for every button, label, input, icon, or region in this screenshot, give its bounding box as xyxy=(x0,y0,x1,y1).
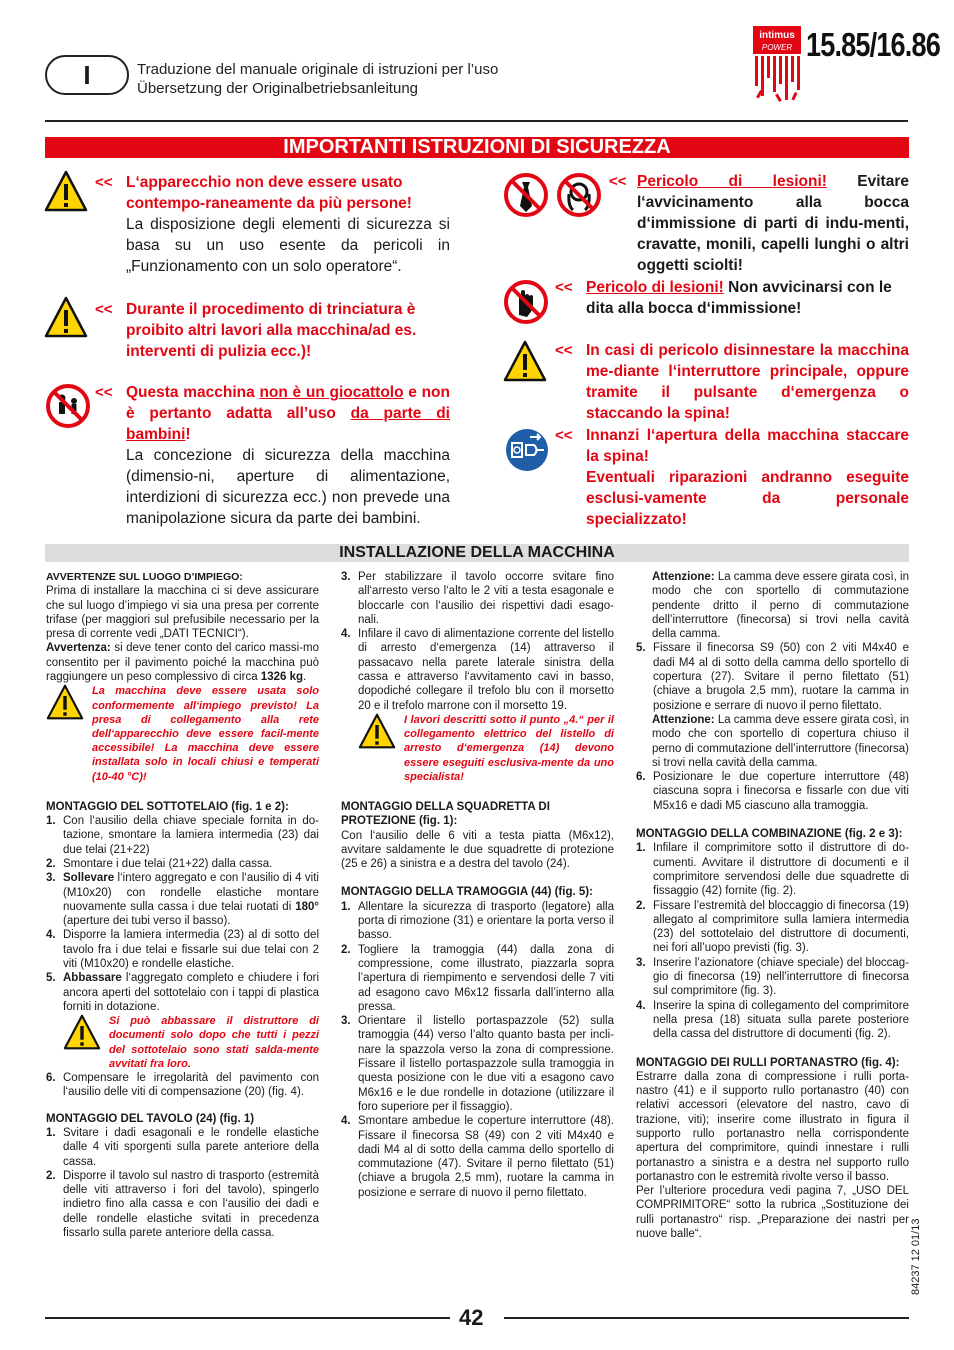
footer-rule-right xyxy=(504,1317,909,1319)
header-line-1: Traduzione del manuale originale di istruzioni per l’uso xyxy=(137,61,499,78)
no-children-icon xyxy=(45,383,91,429)
site-paragraph: Prima di installare la macchina ci si deve assicurare che sul luogo d’impiego vi sia una presa per corrente trifase (per maggiori sul prefusibile necessario per la presa di corrente vedi „DATI TECNICI“). xyxy=(46,585,319,641)
warning-1-body: La disposizione degli elementi di sicurezza si basa su un uso esente da pericoli in „Funzionamento con un solo operatore“. xyxy=(126,216,450,275)
further-procedure-paragraph: Per l’ulteriore procedura vedi pagina 7, „USO DEL COMPRIMITORE“ sotto la rubrica „Sostituzione dei rulli portanastro“ risp. „Preparazione dei nastri per nuove balle“. xyxy=(636,1185,909,1241)
attention-1-text: La camma deve essere girata così, in modo che con sportello di commutazione pendente dritto il perno di commutazione dell’interruttore (finecorsa) si trovi nella cavità della camma. xyxy=(652,571,909,641)
combination-step-3: Inserire l’azionatore (chiave speciale) del bloccag-gio di finecorsa (19) nell’interruttore di finecorsa sul comprimitore (fig. 3). xyxy=(653,956,909,998)
column-3: Attenzione: La camma deve essere girata così, in modo che con sportello di commutazione pendente dritto il perno di commutazione dell’interruttore (finecorsa) si trovi nella cavità della camma. 5. Fissare il finecorsa S9 (50) con 2 viti M4x40 e dadi M4 al di sotto della camma dello sportello di copertura (27). Svitare il perno filettato (51) (chiave a brugola 2,5 mm), ruotare la camma in posizione e serrare di nuovo il perno filettato. Attenzione: La camma deve essere girata così, in modo che con sportello di copertura chiuso il perno di commutazione dell’interruttore (finecorsa) si trovi nella cavità della camma. 6. Posizionare le due coperture interruttore (48) ciascuna sopra i finecorsa e fissarle con due viti M5x16 e dadi M5 ciascuno alla tramoggia. MONTAGGIO DELLA COMBINAZIONE (fig. 2 e 3): 1. Infilare il comprimitore sotto il distruttore di do-cumenti. Avvitare il distruttore di documenti e il comprimitore servendosi delle due squadrette di fissaggio (42) fornite (fig. 2). 2. Fissare l’estremità del bloccaggio di finecorsa (19) allegato al comprimitore sulla lamiera intermedia (23) del sottotelaio del distruttore di documenti, nei fori all’uopo previsti (fig. 3). 3. Inserire l’azionatore (chiave speciale) del bloccag-gio di finecorsa (19) nell’interruttore di finecorsa sul comprimitore (fig. 3). 4. Inserire la spina di collegamento del comprimitore nella presa (18) situata sulla parete posteriore della cassa del distruttore di documenti (fig. 2). MONTAGGIO DEI RULLI PORTANASTRO (fig. 4): Estrarre dalla zona di compressione i rulli porta-nastro (41) e il supporto rullo portanastro (40) con relativi accessori (elevatore del nastro, cavo di trazione, viti); inserire come illustrato in figura il supporto rullo portanastro nella corrispondente apertura del comprimitore, quindi innestare i rulli portanastro a sinistra e a destra nel supporto rullo portanastro con le estremità rivolte verso il basso. Per l’ulteriore procedura vedi pagina 7, „USO DEL COMPRIMITORE“ sotto la rubrica „Sostituzione dei rulli portanastro“ risp. „Preparazione dei nastri per nuove balle“. xyxy=(636,571,909,1241)
warning-5-body: Non avvicinarsi con le dita alla bocca d‘immissione! xyxy=(586,279,892,317)
tape-rollers-paragraph: Estrarre dalla zona di compressione i rulli porta-nastro (41) e il supporto rullo portanastro (40) con relativi accessori (elevatore del nastro, cavo di trazione, viti); inserire come illustrato in figura il supporto rullo portanastro nella corrispondente apertura del comprimitore, quindi innestare i rulli portanastro a sinistra e a destra nel supporto rullo portanastro con le estremità rivolte verso il basso. xyxy=(636,1070,909,1183)
warning-3-not-a-toy: non è un giocattolo xyxy=(259,384,404,401)
header-subtitle xyxy=(137,60,498,98)
subframe-step-3-bold: Sollevare xyxy=(63,872,115,885)
warning-7-title: Innanzi l‘apertura della macchina staccare la spina! xyxy=(586,427,909,465)
header-rule xyxy=(45,120,908,122)
column-1: AVVERTENZE SUL LUOGO D’IMPIEGO: Prima di installare la macchina ci si deve assicurare che sul luogo d’impiego vi sia una presa per corrente trifase (per maggiori sul prefusibile necessario per la presa di corrente vedi „DATI TECNICI“). Avvertenza: si deve tener conto del carico massi-mo consentito per il pavimento poiché la macchina può raggiungere un peso complessivo di circa 1326 kg. La macchina deve essere usata solo conformemente all‘impiego previsto! La presa di collegamento alla rete dell‘apparecchio deve essere facil-mente accessibile! La macchina deve essere installata solo in locali chiusi e temperati (10-40 °C)! MONTAGGIO DEL SOTTOTELAIO (fig. 1 e 2): 1. Con l‘ausilio della chiave speciale fornita in do-tazione, smontare la lamiera intermedia (23) dai due telai (21+22) 2. Smontare i due telai (21+22) dalla cassa. 3. Sollevare l‘intero aggregato e con l‘ausilio di 4 viti (M10x20) con rondelle elastiche montare nuovamente sulla cassa i due telai ruotati di 180° (aperture dei tubi verso il basso). 4. Disporre la lamiera intermedia (23) al di sotto del tavolo fra i due telai e fissarle sui due telai con 2 viti (M10x20) e rondelle elastiche. 5. Abbassare l‘aggregato completo e chiudere i fori ancora aperti del sottotelaio con i tappi di plastica forniti in dotazione. Si può abbassare il distruttore di documenti solo dopo che tutti i pezzi del sottotelaio sono stati salda-mente avvitati fra loro. 6. Compensare le irregolarità del pavimento con l‘ausilio delle viti di compensazione (20) (fig. 4). MONTAGGIO DEL TAVOLO (24) (fig. 1) 1. Svitare i dadi esagonali e le rondelle elastiche dalle 4 viti sporgenti sulla parete anteriore della cassa. 2. Disporre il tavolo sul nastro di trasporto (estremità delle viti attraverso i fori del tavolo), spingerlo indietro fino alla cassa e con l‘ausilio dei dadi e delle rondelle elastiche svitati in precedenza fissarlo sulla parete anteriore della cassa. xyxy=(46,571,319,1240)
subframe-step-1: Con l‘ausilio della chiave speciale fornita in do-tazione, smontare la lamiera intermedia (23) dai due telai (21+22) xyxy=(63,815,319,856)
installation-section-title: INSTALLAZIONE DELLA MACCHINA xyxy=(45,544,909,562)
hopper-step-4: Smontare ambedue le coperture interruttore (48). Fissare il finecorsa S8 (49) con 2 viti M4x40 e dadi M4 al di sotto della camma dello sportello di commutazione (47). Svitare il perno filettato (51) (chiave a brugola 2,5 mm), ruotare la camma in posizione e serrare di nuovo il perno filettato. xyxy=(358,1115,614,1199)
rotation-angle: 180° xyxy=(295,900,319,913)
page-number: 42 xyxy=(459,1305,484,1330)
attention-label: Attenzione: xyxy=(652,571,715,583)
header-line-2: Übersetzung der Originalbetriebsanleitung xyxy=(137,80,419,97)
subframe-step-5-bold: Abbassare xyxy=(63,972,122,985)
warning-triangle-icon xyxy=(46,684,84,720)
attention-2-text: La camma deve essere girata così, in modo che con sportello di copertura chiuso il perno di commutazione dell’interruttore (finecorsa) si trovi nella cavità della camma. xyxy=(652,713,909,769)
warning-triangle-icon xyxy=(44,170,88,212)
machine-weight: 1326 kg xyxy=(260,671,303,684)
warning-triangle-icon xyxy=(44,296,88,338)
combination-step-2: Fissare l’estremità del bloccaggio di finecorsa (19) allegato al comprimitore sulla lamiera intermedia (23) del sottotelaio del distruttore di documenti, nei fori all’uopo previsti (fig. 3). xyxy=(653,899,909,955)
table-step-2: Disporre il tavolo sul nastro di trasporto (estremità delle viti attraverso i fori del tavolo), spingerlo indietro fino alla cassa e con l‘ausilio dei dadi e delle rondelle elastiche svitati in precedenza fissarlo sulla parete anteriore della cassa. xyxy=(63,1169,319,1240)
subframe-step-6: Compensare le irregolarità del pavimento con l‘ausilio delle viti di compensazione (20) (fig. 4). xyxy=(63,1072,319,1099)
note-label: Avvertenza: xyxy=(46,642,111,655)
attention-label: Attenzione: xyxy=(652,713,715,726)
warning-3-part-c: e non è pertanto adatta all’uso xyxy=(126,384,450,422)
hopper-step-5: Fissare il finecorsa S9 (50) con 2 viti M4x40 e dadi M4 al di sotto della camma dello sportello di copertura (27). Svitare il perno filettato (51) (chiave a brugola 2,5 mm), ruotare la camma in posizione e serrare di nuovo il perno filettato. xyxy=(653,642,909,712)
warning-triangle-icon xyxy=(358,713,396,749)
warning-triangle-icon xyxy=(63,1014,101,1050)
heading-subframe: MONTAGGIO DEL SOTTOTELAIO (fig. 1 e 2): xyxy=(46,800,289,813)
warning-6-title: In casi di pericolo disinnestare la macchina me-diante l‘interruttore principale, oppure tramite il pulsante d‘emergenza o staccando la spina! xyxy=(586,342,909,422)
note-text: si deve tener conto del carico massi-mo consentito per il pavimento poiché la macchina può raggiungere un peso complessivo di circa xyxy=(46,642,319,684)
no-fingers-icon xyxy=(503,279,549,325)
note-end: . xyxy=(303,671,307,684)
logo-brand: intimus xyxy=(759,30,795,41)
no-loose-hair-icon xyxy=(556,172,602,218)
heading-tape-rollers: MONTAGGIO DEI RULLI PORTANASTRO (fig. 4): xyxy=(636,1056,900,1069)
subframe-step-5: l‘aggregato completo e chiudere i fori ancora aperti del sottotelaio con i tappi di plastica forniti in dotazione. xyxy=(63,972,319,1013)
safety-banner: IMPORTANTI ISTRUZIONI DI SICUREZZA xyxy=(45,137,909,158)
warning-5-title: Pericolo di lesioni! xyxy=(586,279,724,296)
warning-arrows: << xyxy=(555,342,573,359)
combination-step-1: Infilare il comprimitore sotto il distruttore di do-cumenti. Avvitare il distruttore di documenti e il comprimitore servendosi delle due squadrette di fissaggio (42) fornite (fig. 2). xyxy=(653,842,909,898)
subframe-step-4: Disporre la lamiera intermedia (23) al di sotto del tavolo fra i due telai e fissarle sui due telai con 2 viti (M10x20) e rondelle elastiche. xyxy=(63,929,319,971)
footer-rule-left xyxy=(45,1317,450,1319)
language-code: I xyxy=(83,59,91,90)
combination-step-4: Inserire la spina di collegamento del comprimitore nella presa (18) situata sulla parete posteriore della cassa del distruttore di documenti (fig. 2). xyxy=(653,999,909,1041)
language-badge xyxy=(45,55,129,95)
italic-warning-3: I lavori descritti sotto il punto „4.“ per il collegamento elettrico del listello di arresto d‘emergenza (14) devono essere eseguiti esclusiva-mente da uno specialista! xyxy=(404,713,614,783)
heading-site: AVVERTENZE SUL LUOGO D’IMPIEGO: xyxy=(46,571,243,583)
table-step-3: Per stabilizzare il tavolo occorre svitare fino all‘arresto verso l‘alto le 2 viti a testa esagonale e bloccarle con l‘ausilio dei rispettivi dadi esago-nali. xyxy=(358,571,614,626)
document-id: 84237 12 01/13 xyxy=(910,1218,922,1295)
warning-triangle-icon xyxy=(503,340,547,382)
warning-arrows: << xyxy=(609,173,627,190)
warning-3-children: da parte di bambini xyxy=(126,405,450,443)
italic-warning-1: La macchina deve essere usata solo conformemente all‘impiego previsto! La presa di collegamento alla rete dell‘apparecchio deve essere facil-mente accessibile! La macchina deve essere installata solo in locali chiusi e temperati (10-40 °C)! xyxy=(92,685,319,783)
table-step-1: Svitare i dadi esagonali e le rondelle elastiche dalle 4 viti sporgenti sulla parete anteriore della cassa. xyxy=(63,1126,319,1168)
italic-warning-2: Si può abbassare il distruttore di documenti solo dopo che tutti i pezzi del sottotelaio sono stati salda-mente avvitati fra loro. xyxy=(109,1015,319,1070)
intimus-logo xyxy=(753,26,801,106)
warning-4-title: Pericolo di lesioni! xyxy=(637,173,827,190)
warning-2-title: Durante il procedimento di trinciatura è proibito altri lavori alla macchina/ad es. interventi di pulizia ecc.)! xyxy=(126,301,417,360)
protection-bracket-paragraph: Con l‘ausilio delle 6 viti a testa piatta (M6x12), avvitare saldamente le due squadrette di protezione (25 e 26) a sinistra e a destra del tavolo (24). xyxy=(341,829,614,871)
model-number: 15.85/16.86 xyxy=(806,26,940,63)
heading-protection-bracket: MONTAGGIO DELLA SQUADRETTA DI PROTEZIONE (fig. 1): xyxy=(341,800,550,828)
unplug-mains-icon xyxy=(504,427,550,473)
column-2: 3. Per stabilizzare il tavolo occorre svitare fino all‘arresto verso l‘alto le 2 viti a testa esagonale e bloccarle con l‘ausilio dei rispettivi dadi esago-nali. 4. Infilare il cavo di alimentazione corrente del listello di arresto d‘emergenza (14) attraverso il passacavo nella parete laterale sinistra della cassa e attraverso l‘avvitamento cavi in basso, dopodiché collegare il trefolo blu con il morsetto 20 e il trefolo marrone con il morsetto 19. I lavori descritti sotto il punto „4.“ per il collegamento elettrico del listello di arresto d‘emergenza (14) devono essere eseguiti esclusiva-mente da uno specialista! MONTAGGIO DELLA SQUADRETTA DI PROTEZIONE (fig. 1): Con l‘ausilio delle 6 viti a testa piatta (M6x12), avvitare saldamente le due squadrette di protezione (25 e 26) a sinistra e a destra del tavolo (24). MONTAGGIO DELLA TRAMOGGIA (44) (fig. 5): 1. Allentare la sicurezza di trasporto (legatore) alla porta di rimozione (31) e orientare la porta verso il basso. 2. Togliere la tramoggia (44) dalla zona di compressione, come illustrato, piazzarla sopra l’apertura di riempimento e servendosi delle 7 viti ad esagono cavo M6x12 fissarla dall’interno alla pressa. 3. Orientare il listello portaspazzole (52) sulla tramoggia (44) verso l’alto quanto basta per incli-nare la spazzola verso la zona di compressione. Fissare il listello portaspazzole sulla tramoggia in questa posizione con le due viti a esagono cavo M6x16 e le due rondelle in dotazione (utilizzare il foro superiore per il fissaggio). 4. Smontare ambedue le coperture interruttore (48). Fissare il finecorsa S8 (49) con 2 viti M4x40 e dadi M4 al di sotto della camma dello sportello di commutazione (47). Svitare il perno filettato (51) (chiave a brugola 2,5 mm), ruotare la camma in posizione e serrare di nuovo il perno filettato. xyxy=(341,571,614,1199)
hopper-step-2: Togliere la tramoggia (44) dalla zona di compressione, come illustrato, piazzarla sopra l’apertura di riempimento e servendosi delle 7 viti ad esagono cavo M6x12 fissarla dall’interno alla pressa. xyxy=(358,943,614,1013)
subframe-step-3-end: (aperture dei tubi verso il basso). xyxy=(63,915,231,928)
warning-arrows: << xyxy=(95,301,113,318)
warning-3-body: La concezione di sicurezza della macchina (dimensio-ni, aperture di alimentazione, interdizioni di sicurezza ecc.) non prevede una manipolazione sicura da parte dei bambini. xyxy=(126,447,450,527)
warning-arrows: << xyxy=(95,174,113,191)
hopper-step-3: Orientare il listello portaspazzole (52) sulla tramoggia (44) verso l’alto quanto basta per incli-nare la spazzola verso la zona di compressione. Fissare il listello portaspazzole sulla tramoggia in questa posizione con le due viti a esagono cavo M6x16 e le due rondelle in dotazione (utilizzare il foro superiore per il fissaggio). xyxy=(358,1015,614,1113)
warning-4-body: Evitare l‘avvicinamento alla bocca d‘immissione di parti di indu-menti, cravatte, monili, capelli lunghi o altri oggetti sciolti! xyxy=(637,173,909,274)
heading-combination: MONTAGGIO DELLA COMBINAZIONE (fig. 2 e 3): xyxy=(636,828,903,841)
no-tie-icon xyxy=(503,172,549,218)
hopper-step-6: Posizionare le due coperture interruttore (48) ciascuna sopra i finecorsa e fissarle con due viti M5x16 e dadi M5 ciascuno alla tramoggia. xyxy=(653,771,909,812)
warning-3-part-e: ! xyxy=(185,426,191,443)
heading-hopper: MONTAGGIO DELLA TRAMOGGIA (44) (fig. 5): xyxy=(341,886,593,899)
warning-7-body: Eventuali riparazioni andranno eseguite esclusi-vamente da personale specializzato! xyxy=(586,469,909,528)
warning-arrows: << xyxy=(555,427,573,444)
warning-arrows: << xyxy=(555,279,573,296)
warning-arrows: << xyxy=(95,384,113,401)
warning-3-part-a: Questa macchina xyxy=(126,384,260,401)
logo-sub: POWER xyxy=(761,43,793,52)
hopper-step-1: Allentare la sicurezza di trasporto (legatore) alla porta di rimozione (31) e orientare la porta verso il basso. xyxy=(358,900,614,942)
heading-table: MONTAGGIO DEL TAVOLO (24) (fig. 1) xyxy=(46,1112,255,1125)
table-step-4: Infilare il cavo di alimentazione corrente del listello di arresto d‘emergenza (14) attraverso il passacavo nella parete laterale sinistra della cassa e attraverso l‘avvitamento cavi in basso, dopodiché collegare il trefolo blu con il morsetto 20 e il trefolo marrone con il morsetto 19. xyxy=(358,628,614,712)
warning-1-title: L‘apparecchio non deve essere usato contempo-raneamente da più persone! xyxy=(126,174,412,212)
subframe-step-2: Smontare i due telai (21+22) dalla cassa. xyxy=(63,857,273,870)
subframe-step-3: l‘intero aggregato e con l‘ausilio di 4 viti (M10x20) con rondelle elastiche montare nuovamente sulla cassa i due telai ruotati di xyxy=(63,872,319,913)
